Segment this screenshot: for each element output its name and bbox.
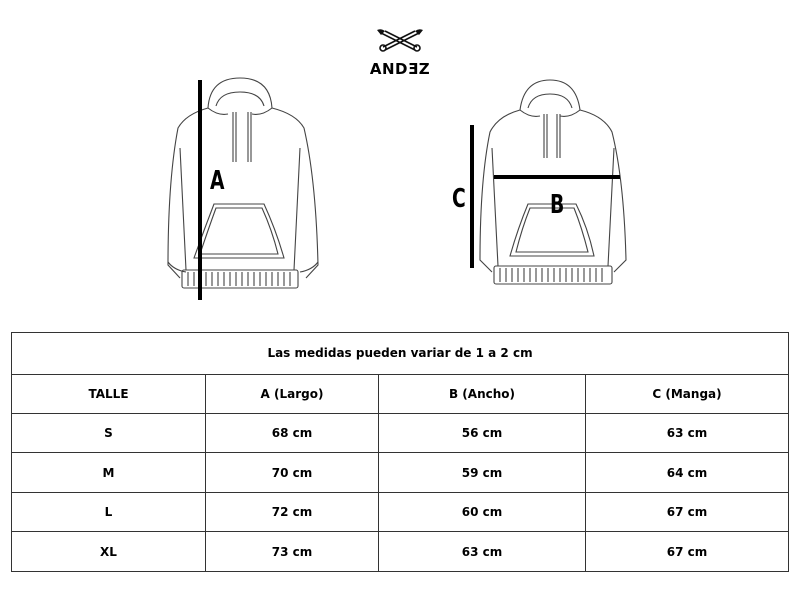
table-row (12, 492, 789, 531)
brand-logo (360, 28, 440, 84)
hoodie-back-icon (440, 70, 640, 300)
safety-pins-icon (375, 28, 425, 56)
largo-cell: 73 cm (206, 532, 379, 572)
size-cell: XL (12, 532, 206, 572)
ancho-cell: 63 cm (379, 532, 586, 572)
size-cell: M (12, 453, 206, 492)
table-row (12, 532, 789, 572)
table-note: Las medidas pueden variar de 1 a 2 cm (12, 333, 789, 375)
hoodie-back-diagram (440, 70, 640, 300)
header-talle: TALLE (12, 374, 206, 413)
table-row (12, 453, 789, 492)
largo-cell: 70 cm (206, 453, 379, 492)
table-note-row (12, 333, 789, 375)
manga-cell: 67 cm (586, 532, 789, 572)
size-chart-table (11, 332, 789, 572)
header-b-ancho: B (Ancho) (379, 374, 586, 413)
table-row (12, 414, 789, 453)
brand-name: ANDƎZ (369, 60, 431, 78)
largo-cell: 68 cm (206, 414, 379, 453)
ancho-cell: 60 cm (379, 492, 586, 531)
hoodie-front-icon (158, 70, 338, 310)
hoodie-front-diagram (158, 70, 338, 310)
manga-cell: 64 cm (586, 453, 789, 492)
ancho-cell: 56 cm (379, 414, 586, 453)
size-cell: S (12, 414, 206, 453)
table-header-row (12, 374, 789, 413)
size-cell: L (12, 492, 206, 531)
largo-cell: 72 cm (206, 492, 379, 531)
measure-label-a: A (210, 166, 225, 196)
measure-label-b: B (550, 190, 565, 220)
header-c-manga: C (Manga) (586, 374, 789, 413)
header-a-largo: A (Largo) (206, 374, 379, 413)
manga-cell: 67 cm (586, 492, 789, 531)
ancho-cell: 59 cm (379, 453, 586, 492)
manga-cell: 63 cm (586, 414, 789, 453)
measure-label-c: C (452, 184, 466, 214)
